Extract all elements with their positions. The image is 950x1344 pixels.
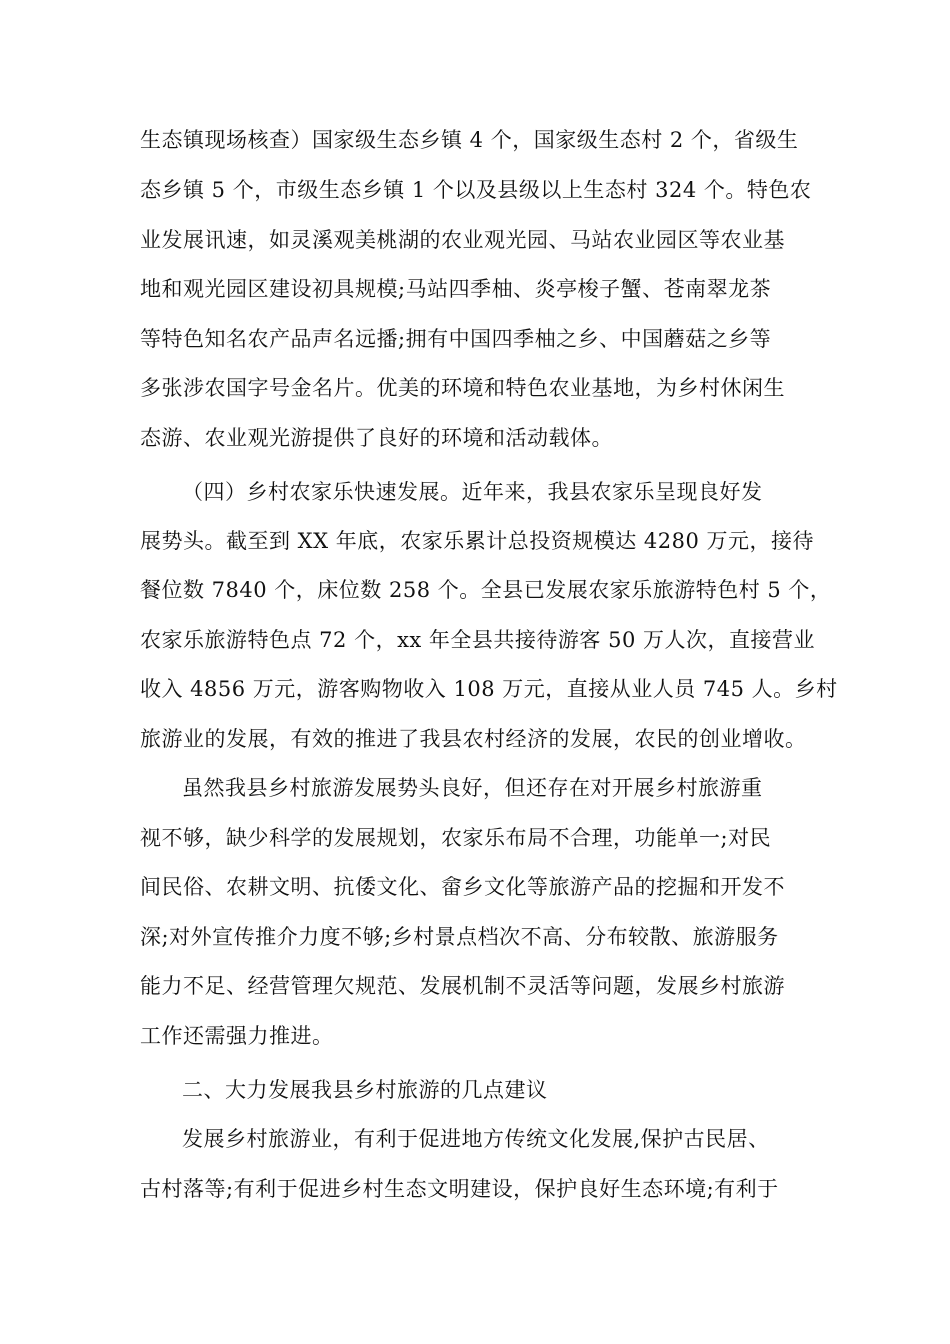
section-heading: 二、大力发展我县乡村旅游的几点建议: [182, 1078, 548, 1102]
text-line: 态乡镇 5 个，市级生态乡镇 1 个以及县级以上生态村 324 个。特色农: [140, 178, 812, 202]
text-line: 多张涉农国字号金名片。优美的环境和特色农业基地，为乡村休闲生: [140, 376, 785, 400]
text-line: 旅游业的发展，有效的推进了我县农村经济的发展，农民的创业增收。: [140, 727, 807, 751]
text-line: 业发展讯速，如灵溪观美桃湖的农业观光园、马站农业园区等农业基: [140, 228, 785, 252]
paragraph-start: 虽然我县乡村旅游发展势头良好，但还存在对开展乡村旅游重: [182, 776, 763, 800]
text-line: 古村落等;有利于促进乡村生态文明建设，保护良好生态环境;有利于: [140, 1177, 779, 1201]
text-line: 等特色知名农产品声名远播;拥有中国四季柚之乡、中国蘑菇之乡等: [140, 327, 772, 351]
text-line: 能力不足、经营管理欠规范、发展机制不灵活等问题，发展乡村旅游: [140, 974, 785, 998]
text-line: 视不够，缺少科学的发展规划，农家乐布局不合理，功能单一;对民: [140, 826, 772, 850]
text-line: 工作还需强力推进。: [140, 1024, 334, 1048]
text-line: 展势头。截至到 XX 年底，农家乐累计总投资规模达 4280 万元，接待: [140, 529, 815, 553]
paragraph-start: 发展乡村旅游业，有利于促进地方传统文化发展,保护古民居、: [182, 1127, 770, 1151]
text-line: 餐位数 7840 个，床位数 258 个。全县已发展农家乐旅游特色村 5 个，: [140, 578, 832, 602]
text-line: 态游、农业观光游提供了良好的环境和活动载体。: [140, 426, 613, 450]
section-heading: （四）乡村农家乐快速发展。近年来，我县农家乐呈现良好发: [182, 480, 763, 504]
text-line: 农家乐旅游特色点 72 个，xx 年全县共接待游客 50 万人次，直接营业: [140, 628, 816, 652]
text-line: 地和观光园区建设初具规模;马站四季柚、炎亭梭子蟹、苍南翠龙茶: [140, 277, 772, 301]
text-line: 收入 4856 万元，游客购物收入 108 万元，直接从业人员 745 人。乡村: [140, 677, 838, 701]
text-line: 生态镇现场核查）国家级生态乡镇 4 个，国家级生态村 2 个，省级生: [140, 128, 799, 152]
text-line: 间民俗、农耕文明、抗倭文化、畲乡文化等旅游产品的挖掘和开发不: [140, 875, 785, 899]
text-line: 深;对外宣传推介力度不够;乡村景点档次不高、分布较散、旅游服务: [140, 925, 779, 949]
